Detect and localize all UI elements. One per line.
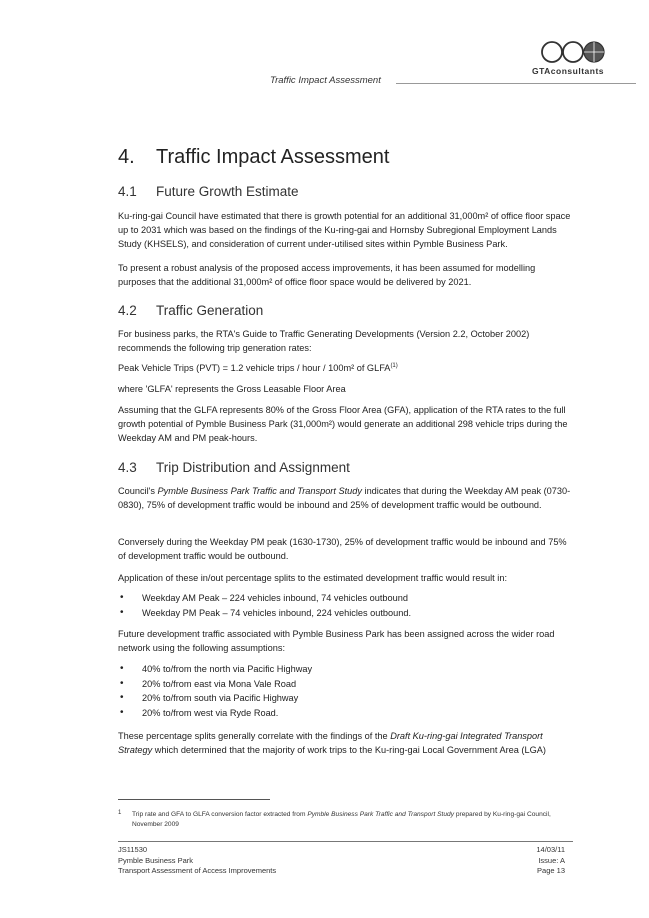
footer-right <box>480 845 565 877</box>
footnote-rule <box>118 799 270 800</box>
study-title: Pymble Business Park Traffic and Transport Study <box>157 486 362 496</box>
subsection-heading-4-1 <box>118 184 299 199</box>
section-title: Traffic Impact Assessment <box>156 146 390 168</box>
subsection-number: 4.3 <box>118 460 137 475</box>
project-name: Pymble Business Park <box>118 855 194 865</box>
subsection-heading-4-2 <box>118 303 263 318</box>
peak-traffic-list <box>118 591 573 620</box>
list-item: • Weekday AM Peak – 224 vehicles inbound, 74 vehicles outbound <box>118 591 573 606</box>
section-heading <box>118 146 389 169</box>
footer-left <box>118 845 276 877</box>
list-item: • 20% to/from east via Mona Vale Road <box>118 677 573 692</box>
paragraph: Council's Pymble Business Park Traffic and Transport Study indicates that during the Weekday AM peak (0730-0830), 75% of development traffic would be inbound and 25% of development traffic would be outbound. <box>118 486 571 510</box>
paragraph: Assuming that the GLFA represents 80% of the Gross Floor Area (GFA), application of the RTA rates to the full growth potential of Pymble Business Park (31,000m²) would generate an additional 298 vehicle trips during the Weekday AM and PM peak-hours. <box>118 405 568 443</box>
section-number: 4. <box>118 146 135 168</box>
strategy-title: Draft Ku-ring-gai Integrated Transport Strategy <box>118 731 543 755</box>
issue-date: 14/03/11 <box>536 845 565 854</box>
job-number: JS11530 <box>118 845 148 854</box>
issue-label: Issue: A <box>538 855 565 865</box>
subsection-title: Traffic Generation <box>156 303 264 318</box>
footnote-text: Trip rate and GFA to GLFA conversion factor extracted from Pymble Business Park Traffic and Transport Study prepared by Ku-ring-gai Council, November 2009 <box>132 811 551 828</box>
subsection-title: Trip Distribution and Assignment <box>156 460 350 475</box>
list-item: • Weekday PM Peak – 74 vehicles inbound, 224 vehicles outbound. <box>118 606 573 621</box>
subsection-title: Future Growth Estimate <box>156 184 299 199</box>
paragraph: For business parks, the RTA's Guide to Traffic Generating Developments (Version 2.2, October 2002) recommends the following trip generation rates: <box>118 329 530 353</box>
footnote-ref: (1) <box>390 362 398 369</box>
paragraph: Ku-ring-gai Council have estimated that there is growth potential for an additional 31,000m² of office floor space up to 2031 which was based on the findings of the Ku-ring-gai and Hornsby Subregional Employment Lands Study (KHSELS), and consideration of current under-utilised sites within Pymble Business Park. <box>118 211 571 249</box>
list-item: • 20% to/from south via Pacific Highway <box>118 691 573 706</box>
logo-circles-icon <box>530 38 620 66</box>
subsection-heading-4-3 <box>118 460 350 475</box>
paragraph: Application of these in/out percentage splits to the estimated development traffic would result in: <box>118 573 507 583</box>
paragraph: where 'GLFA' represents the Gross Leasable Floor Area <box>118 384 346 394</box>
page-number: Page 13 <box>537 866 565 875</box>
paragraph: Future development traffic associated with Pymble Business Park has been assigned across the wider road network using the following assumptions: <box>118 629 555 653</box>
subsection-number: 4.2 <box>118 303 137 318</box>
document-name: Transport Assessment of Access Improvements <box>118 866 277 875</box>
footnote-marker: 1 <box>118 810 122 816</box>
footnote <box>118 810 573 830</box>
header-rule <box>396 83 636 84</box>
running-header-title: Traffic Impact Assessment <box>270 75 381 86</box>
paragraph: These percentage splits generally correlate with the findings of the Draft Ku-ring-gai Integrated Transport Strategy which determined that the majority of work trips to the Ku-ring-gai Local Government Area (LGA) <box>118 731 546 755</box>
paragraph: Conversely during the Weekday PM peak (1630-1730), 25% of development traffic would be inbound and 75% of development traffic would be outbound. <box>118 537 567 561</box>
paragraph: To present a robust analysis of the proposed access improvements, it has been assumed for modelling purposes that the additional 31,000m² of office floor space would be delivered by 2021. <box>118 263 536 287</box>
logo-text: GTAconsultants <box>532 66 605 76</box>
footer-rule <box>118 841 573 842</box>
company-logo <box>530 38 620 78</box>
list-item: • 20% to/from west via Ryde Road. <box>118 706 573 721</box>
formula-line <box>118 362 573 376</box>
subsection-number: 4.1 <box>118 184 137 199</box>
list-item: • 40% to/from the north via Pacific Highway <box>118 662 573 677</box>
distribution-list <box>118 662 573 720</box>
formula-text: Peak Vehicle Trips (PVT) = 1.2 vehicle trips / hour / 100m² of GLFA <box>118 363 391 373</box>
